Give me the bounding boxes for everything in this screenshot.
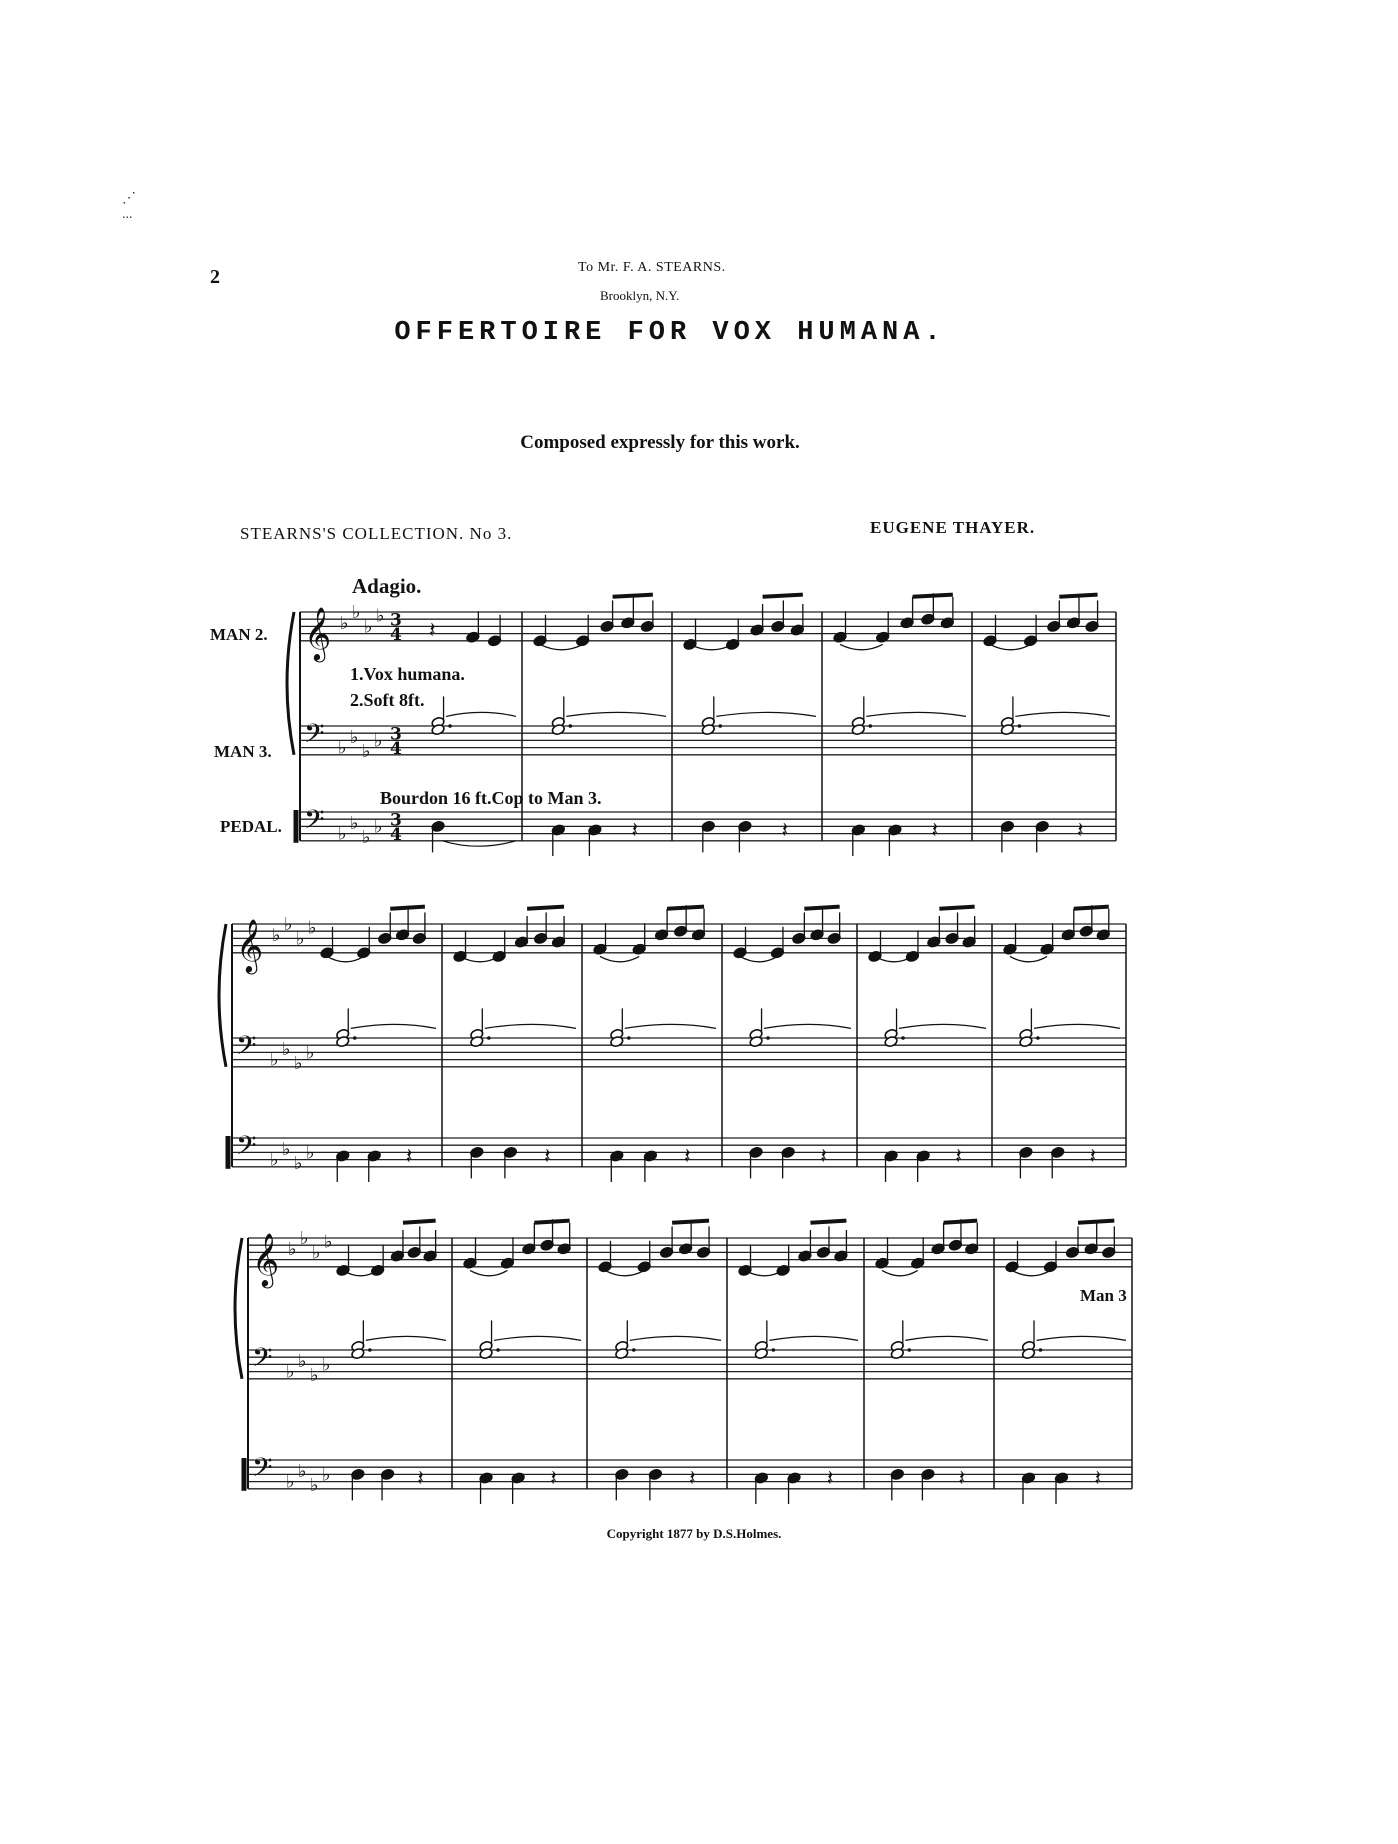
quarter-rest: 𝄽 <box>417 1466 424 1492</box>
beam <box>613 595 653 597</box>
flat-sign: ♭ <box>312 1242 321 1264</box>
time-sig-lower: 4 <box>390 738 402 759</box>
tie <box>327 956 364 961</box>
tie <box>470 1270 507 1275</box>
treble-clef: 𝄞 <box>236 917 264 972</box>
collection-label: STEARNS'S COLLECTION. No 3. <box>240 524 513 543</box>
treble-clef: 𝄞 <box>252 1231 280 1286</box>
manual-brace <box>219 924 226 1067</box>
dot <box>1039 1348 1043 1352</box>
beam <box>390 907 425 909</box>
piece-subtitle: Composed expressly for this work. <box>520 432 800 453</box>
tie <box>351 1024 436 1028</box>
beam <box>1059 595 1097 597</box>
bass-clef: 𝄢 <box>304 717 325 756</box>
registration-line-2: 2.Soft 8ft. <box>350 690 425 710</box>
tie <box>740 956 777 961</box>
beam <box>804 907 839 909</box>
beam <box>913 595 953 597</box>
flat-sign: ♭ <box>284 914 293 935</box>
flat-sign: ♭ <box>374 730 383 752</box>
beam <box>527 907 564 909</box>
time-sig-upper: 3 <box>390 610 402 631</box>
manual-brace <box>287 612 294 755</box>
flat-sign: ♭ <box>322 1354 331 1376</box>
tie <box>840 644 883 649</box>
dot <box>719 724 723 728</box>
flat-sign: ♭ <box>322 1464 331 1486</box>
flat-sign: ♭ <box>362 741 371 763</box>
flat-sign: ♭ <box>362 827 371 849</box>
margin-marks: ⋰ ... <box>122 191 136 222</box>
tie <box>485 1024 576 1028</box>
tie <box>1012 1270 1051 1275</box>
dot <box>353 1036 357 1040</box>
beam <box>944 1221 978 1223</box>
bass-clef: 𝄢 <box>252 1341 273 1380</box>
quarter-rest: 𝄽 <box>550 1466 557 1492</box>
dot <box>1018 724 1022 728</box>
flat-sign: ♭ <box>270 1149 279 1171</box>
beam <box>810 1221 846 1223</box>
tie <box>566 712 666 716</box>
registration-pedal: Bourdon 16 ft.Cop to Man 3. <box>380 788 602 808</box>
quarter-rest: 𝄽 <box>781 818 789 844</box>
dot <box>632 1348 636 1352</box>
dot <box>869 724 873 728</box>
beam <box>763 595 803 597</box>
beam <box>403 1221 436 1223</box>
beam <box>534 1221 569 1223</box>
tie <box>442 841 516 846</box>
manual-brace <box>235 1238 242 1379</box>
bass-clef: 𝄢 <box>252 1451 273 1490</box>
flat-sign: ♭ <box>340 612 349 634</box>
flat-sign: ♭ <box>294 1153 303 1175</box>
staff-man3 <box>248 1350 1132 1379</box>
staff-label-man3: MAN 3. <box>214 742 272 761</box>
dot <box>901 1036 905 1040</box>
time-sig-upper: 3 <box>390 724 402 745</box>
flat-sign: ♭ <box>310 1475 319 1497</box>
time-sig-lower: 4 <box>390 824 402 845</box>
flat-sign: ♭ <box>294 1053 303 1075</box>
time-sig-lower: 4 <box>390 624 402 645</box>
flat-sign: ♭ <box>364 616 373 638</box>
tie <box>866 712 966 716</box>
flat-sign: ♭ <box>286 1361 295 1383</box>
dedication: To Mr. F. A. STEARNS. <box>578 260 726 275</box>
tie <box>1037 1336 1127 1340</box>
dot <box>908 1348 912 1352</box>
flat-sign: ♭ <box>296 928 305 950</box>
time-sig-upper: 3 <box>390 810 402 831</box>
quarter-rest: 𝄽 <box>820 1144 827 1170</box>
composer-name: EUGENE THAYER. <box>870 518 1036 537</box>
quarter-rest: 𝄽 <box>429 618 436 644</box>
piece-title: OFFERTOIRE FOR VOX HUMANA. <box>394 318 946 348</box>
flat-sign: ♭ <box>298 1460 307 1482</box>
tie <box>764 1024 851 1028</box>
dot <box>448 724 452 728</box>
page-number: 2 <box>210 266 220 288</box>
dedication-place: Brooklyn, N.Y. <box>600 288 680 303</box>
flat-sign: ♭ <box>374 816 383 838</box>
copyright-notice: Copyright 1877 by D.S.Holmes. <box>606 1526 782 1541</box>
flat-sign: ♭ <box>288 1238 297 1260</box>
registration-line-1: 1.Vox humana. <box>350 664 465 684</box>
tie <box>540 644 583 649</box>
flat-sign: ♭ <box>298 1350 307 1372</box>
dot <box>487 1036 491 1040</box>
tie <box>990 644 1031 649</box>
tie <box>625 1024 716 1028</box>
quarter-rest: 𝄽 <box>684 1144 691 1170</box>
tie <box>1010 956 1047 961</box>
treble-clef: 𝄞 <box>304 605 332 660</box>
flat-sign: ♭ <box>286 1471 295 1493</box>
flat-sign: ♭ <box>324 1231 333 1253</box>
quarter-rest: 𝄽 <box>931 818 939 844</box>
tie <box>882 1270 918 1275</box>
quarter-rest: 𝄽 <box>955 1144 962 1170</box>
tie <box>905 1336 988 1340</box>
tie <box>494 1336 581 1340</box>
flat-sign: ♭ <box>282 1038 291 1060</box>
flat-sign: ♭ <box>350 812 359 834</box>
beam <box>1074 907 1109 909</box>
tie <box>366 1336 446 1340</box>
tie <box>769 1336 858 1340</box>
beam <box>1078 1221 1114 1223</box>
flat-sign: ♭ <box>352 602 361 623</box>
dot <box>772 1348 776 1352</box>
quarter-rest: 𝄽 <box>689 1466 696 1492</box>
quarter-rest: 𝄽 <box>958 1466 966 1492</box>
flat-sign: ♭ <box>310 1365 319 1387</box>
dot <box>496 1348 500 1352</box>
staff-label-pedal: PEDAL. <box>220 817 282 836</box>
quarter-rest: 𝄽 <box>405 1144 413 1170</box>
beam <box>672 1221 709 1223</box>
quarter-rest: 𝄽 <box>826 1466 834 1492</box>
tempo-marking: Adagio. <box>352 574 422 598</box>
tie <box>446 712 516 716</box>
flat-sign: ♭ <box>350 726 359 748</box>
dot <box>1036 1036 1040 1040</box>
tie <box>716 712 816 716</box>
bass-clef: 𝄢 <box>236 1129 257 1168</box>
manual-cue: Man 3 <box>1080 1286 1127 1305</box>
flat-sign: ♭ <box>306 1142 315 1164</box>
flat-sign: ♭ <box>282 1138 291 1160</box>
flat-sign: ♭ <box>306 1042 315 1064</box>
quarter-rest: 𝄽 <box>631 818 639 844</box>
dot <box>569 724 573 728</box>
quarter-rest: 𝄽 <box>1077 818 1084 844</box>
flat-sign: ♭ <box>308 917 317 939</box>
tie <box>605 1270 644 1275</box>
beam <box>667 907 704 909</box>
flat-sign: ♭ <box>272 924 281 946</box>
tie <box>630 1336 721 1340</box>
quarter-rest: 𝄽 <box>1089 1144 1097 1170</box>
flat-sign: ♭ <box>270 1049 279 1071</box>
flat-sign: ♭ <box>338 823 347 845</box>
staff-label-man2: MAN 2. <box>210 625 268 644</box>
flat-sign: ♭ <box>376 605 385 627</box>
quarter-rest: 𝄽 <box>1094 1466 1102 1492</box>
tie <box>899 1024 986 1028</box>
dot <box>766 1036 770 1040</box>
quarter-rest: 𝄽 <box>544 1144 551 1170</box>
flat-sign: ♭ <box>300 1228 309 1249</box>
tie <box>1015 712 1110 716</box>
bass-clef: 𝄢 <box>236 1029 257 1068</box>
dot <box>627 1036 631 1040</box>
tie <box>600 956 639 961</box>
flat-sign: ♭ <box>338 737 347 759</box>
staff-man2 <box>248 1238 1132 1267</box>
dot <box>368 1348 372 1352</box>
beam <box>939 907 974 909</box>
bass-clef: 𝄢 <box>304 803 325 842</box>
tie <box>1034 1024 1120 1028</box>
